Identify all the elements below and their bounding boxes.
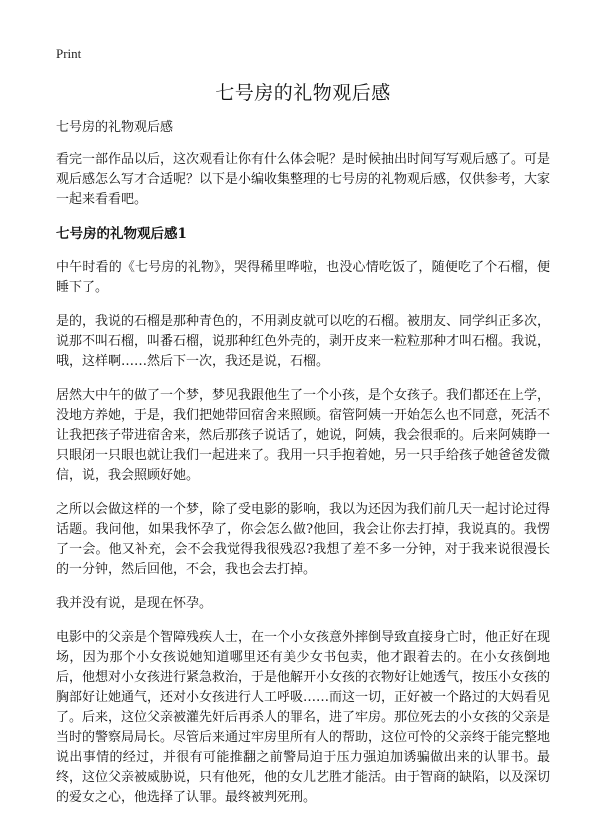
intro-paragraph: 看完一部作品以后，这次观看让你有什么体会呢？是时候抽出时间写写观后感了。可是观后感怎么写才合适呢？以下是小编收集整理的七号房的礼物观后感，仅供参考，大家一起来看看吧。	[56, 152, 551, 207]
page-title: 七号房的礼物观后感	[215, 82, 391, 104]
paragraph-4: 之所以会做这样的一个梦，除了受电影的影响，我以为还因为我们前几天一起讨论过得话题。我问他，如果我怀孕了，你会怎么做?他回，我会让你去打掉，我说真的。我愣了一会。他又补充，会不会我觉得我很残忍?我想了差不多一分钟，对于我来说很漫长的一分钟，然后回他，不会，我也会去打掉。	[56, 502, 551, 577]
paragraph-1: 中午时看的《七号房的礼物》，哭得稀里哗啦，也没心情吃饭了，随便吃了个石榴，便睡下了。	[56, 260, 550, 295]
article-subtitle: 七号房的礼物观后感	[56, 120, 174, 135]
article-body	[56, 118, 550, 822]
paragraph-5: 我并没有说，是现在怀孕。	[56, 596, 213, 611]
paragraph-2: 是的，我说的石榴是那种青色的，不用剥皮就可以吃的石榴。被朋友、同学纠正多次，说那不叫石榴，叫番石榴，说那种红色外壳的，剥开皮来一粒粒那种才叫石榴。我说，哦，这样啊……然后下一次，我还是说，石榴。	[56, 314, 551, 369]
print-label: Print	[56, 46, 82, 61]
paragraph-3: 居然大中午的做了一个梦，梦见我跟他生了一个小孩，是个女孩子。我们都还在上学，没地方养她，于是，我们把她带回宿舍来照顾。宿管阿姨一开始怎么也不同意，死活不让我把孩子带进宿舍来，然后那孩子说话了，她说，阿姨，我会很乖的。后来阿姨睁一只眼闭一只眼也就让我们一起进来了。我用一只手抱着她，另一只手给孩子她爸爸发微信，说，我会照顾好她。	[56, 388, 551, 483]
paragraph-6: 电影中的父亲是个智障残疾人士，在一个小女孩意外摔倒导致直接身亡时，他正好在现场，因为那个小女孩说她知道哪里还有美少女书包卖，他才跟着去的。在小女孩倒地后，他想对小女孩进行紧急救治，于是他解开小女孩的衣物好让她透气，按压小女孩的胸部好让她通气，还对小女孩进行人工呼吸……而这一切，正好被一个路过的大妈看见了。后来，这位父亲被灌先奸后再杀人的罪名，进了牢房。那位死去的小女孩的父亲是当时的警察局局长。尽管后来通过牢房里所有人的帮助，这位可怜的父亲终于能完整地说出事情的经过，并很有可能推翻之前警局迫于压力强迫加诱骗做出来的认罪书。最终，这位父亲被威胁说，只有他死，他的女儿艺胜才能活。由于智商的缺陷，以及深切的爱女之心，他选择了认罪。最终被判死刑。	[56, 630, 551, 805]
section-heading: 七号房的礼物观后感1	[56, 226, 187, 242]
